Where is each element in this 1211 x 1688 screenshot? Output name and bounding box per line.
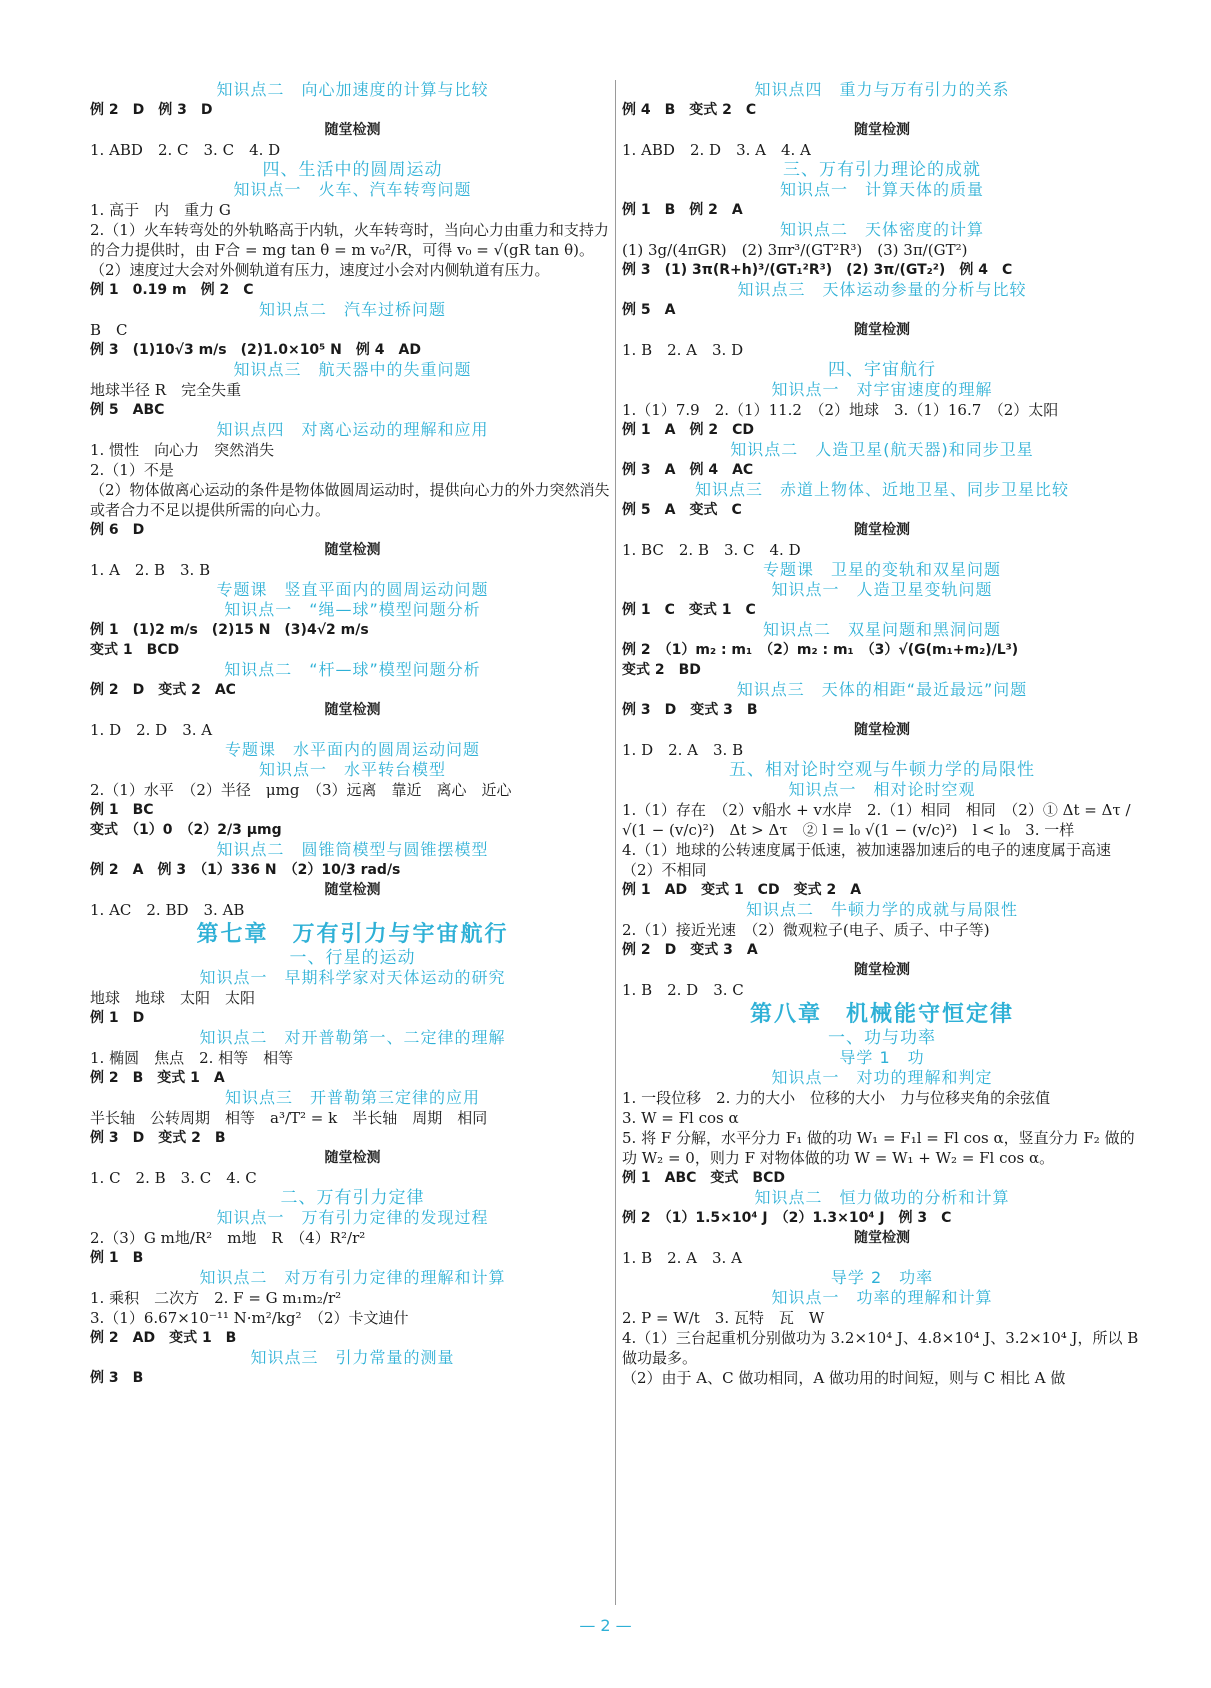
example-answer: 例 1 BC — [90, 802, 154, 818]
knowledge-point-heading: 知识点三 开普勒第三定律的应用 — [224, 1088, 480, 1107]
knowledge-point-heading: 知识点一 早期科学家对天体运动的研究 — [199, 968, 506, 987]
knowledge-point-heading: 知识点二 天体密度的计算 — [779, 220, 984, 239]
answer-line: 1. 乘积 二次方 2. F = G m₁m₂/r² — [90, 1289, 342, 1307]
left-column — [90, 80, 615, 1388]
knowledge-point-heading: 知识点四 对离心运动的理解和应用 — [216, 420, 489, 439]
example-answer: 例 1 C 变式 1 C — [622, 602, 756, 618]
answer-paragraph: 2.（1）火车转弯处的外轨略高于内轨，火车转弯时，当向心力由重力和支持力的合力提供时，由 F合 = mg tan θ = m v₀²/R，可得 v₀ = √(gR tan θ)。（2）速度过大会对外侧轨道有压力，速度过小会对内侧轨道有压力。 — [90, 221, 609, 279]
answer-line: 1. D 2. A 3. B — [622, 741, 744, 759]
knowledge-point-heading: 知识点三 航天器中的失重问题 — [233, 360, 472, 379]
example-answer: 例 3 B — [90, 1370, 144, 1386]
example-answer: 例 3 A 例 4 AC — [622, 462, 754, 478]
quiz-heading: 随堂检测 — [854, 322, 910, 338]
knowledge-point-heading: 知识点一 对宇宙速度的理解 — [771, 380, 993, 399]
knowledge-point-heading: 知识点一 计算天体的质量 — [779, 180, 984, 199]
knowledge-point-heading: 知识点一 火车、汽车转弯问题 — [233, 180, 472, 199]
answer-paragraph: 4.（1）地球的公转速度属于低速，被加速器加速后的电子的速度属于高速 （2）不相同 — [622, 841, 1126, 879]
example-answer: 变式 1 BCD — [90, 642, 180, 658]
example-answer: 例 3 D 变式 3 B — [622, 702, 758, 718]
answer-line: 1. AC 2. BD 3. AB — [90, 901, 245, 919]
knowledge-point-heading: 专题课 水平面内的圆周运动问题 — [224, 740, 480, 759]
knowledge-point-heading: 知识点二 对开普勒第一、二定律的理解 — [199, 1028, 506, 1047]
section-heading: 四、宇宙航行 — [828, 360, 936, 380]
answer-line: B C — [90, 321, 128, 339]
example-answer: 例 2 （1）m₂ : m₁ （2）m₂ : m₁ （3）√(G(m₁+m₂)/L³) — [622, 642, 1019, 658]
knowledge-point-heading: 知识点一 功率的理解和计算 — [771, 1288, 993, 1307]
knowledge-point-heading: 专题课 卫星的变轨和双星问题 — [762, 560, 1001, 579]
example-answer: 例 2 （1）1.5×10⁴ J （2）1.3×10⁴ J 例 3 C — [622, 1210, 952, 1226]
knowledge-point-heading: 知识点二 向心加速度的计算与比较 — [216, 80, 489, 99]
section-heading: 三、万有引力理论的成就 — [783, 160, 981, 180]
example-answer: 例 3 D 变式 2 B — [90, 1130, 226, 1146]
knowledge-point-heading: 知识点二 汽车过桥问题 — [258, 300, 446, 319]
answer-line: 1. A 2. B 3. B — [90, 561, 211, 579]
answer-line: 1. BC 2. B 3. C 4. D — [622, 541, 801, 559]
quiz-heading: 随堂检测 — [324, 542, 381, 558]
answer-line: 半长轴 公转周期 相等 a³/T² = k 半长轴 周期 相同 — [90, 1109, 488, 1127]
quiz-heading: 随堂检测 — [854, 722, 910, 738]
example-answer: 例 4 B 变式 2 C — [622, 102, 757, 118]
section-heading: 二、万有引力定律 — [280, 1188, 425, 1208]
answer-line: 1. 椭圆 焦点 2. 相等 相等 — [90, 1049, 294, 1067]
example-answer: 例 1 ABC 变式 BCD — [622, 1170, 785, 1186]
example-answer: 例 3 (1) 3π(R+h)³/(GT₁²R³) (2) 3π/(GT₂²) 例 4 C — [622, 262, 1013, 278]
quiz-heading: 随堂检测 — [324, 1150, 381, 1166]
quiz-heading: 随堂检测 — [854, 522, 910, 538]
answer-paragraph: 1.（1）存在 （2）v船水 + v水岸 2.（1）相同 相同 （2）① Δt = Δτ / √(1 − (v/c)²) Δt > Δτ ② l = l₀ √(1 − (v/c)²) l < l₀ 3. 一样 — [622, 801, 1131, 839]
example-answer: 例 2 AD 变式 1 B — [90, 1330, 237, 1346]
knowledge-point-heading: 专题课 竖直平面内的圆周运动问题 — [216, 580, 489, 599]
answer-line: 1. D 2. D 3. A — [90, 721, 213, 739]
knowledge-point-heading: 知识点二 牛顿力学的成就与局限性 — [745, 900, 1018, 919]
knowledge-point-heading: 知识点一 相对论时空观 — [788, 780, 976, 799]
column-divider — [615, 80, 616, 1605]
quiz-heading: 随堂检测 — [854, 1230, 910, 1246]
quiz-heading: 随堂检测 — [324, 122, 381, 138]
section-heading: 五、相对论时空观与牛顿力学的局限性 — [729, 760, 1035, 780]
example-answer: 例 2 D 变式 2 AC — [90, 682, 236, 698]
answer-line: 地球 地球 太阳 太阳 — [90, 989, 256, 1007]
knowledge-point-heading: 导学 2 功率 — [830, 1268, 934, 1287]
knowledge-point-heading: 知识点三 天体运动参量的分析与比较 — [737, 280, 1027, 299]
answer-line: 1. 惯性 向心力 突然消失 — [90, 441, 275, 459]
example-answer: 例 5 ABC — [90, 402, 165, 418]
answer-line: 3. W = Fl cos α — [622, 1109, 739, 1127]
quiz-heading: 随堂检测 — [854, 962, 910, 978]
answer-line: 1. C 2. B 3. C 4. C — [90, 1169, 257, 1187]
knowledge-point-heading: 知识点二 “杆—球”模型问题分析 — [224, 660, 481, 679]
example-answer: 例 1 AD 变式 1 CD 变式 2 A — [622, 882, 862, 898]
quiz-heading: 随堂检测 — [854, 122, 910, 138]
answer-line: 1.（1）7.9 2.（1）11.2 （2）地球 3.（1）16.7 （2）太阳 — [622, 401, 1059, 419]
answer-line: 1. ABD 2. D 3. A 4. A — [622, 141, 811, 159]
example-answer: 例 1 0.19 m 例 2 C — [90, 282, 254, 298]
answer-paragraph: 5. 将 F 分解，水平分力 F₁ 做的功 W₁ = F₁l = Fl cos α，竖直分力 F₂ 做的功 W₂ = 0，则力 F 对物体做的功 W = W₁ + W₂ = Fl cos α。 — [622, 1129, 1135, 1167]
example-answer: 例 5 A — [622, 302, 676, 318]
example-answer: 例 2 A 例 3 （1）336 N （2）10/3 rad/s — [90, 862, 401, 878]
answer-line: 地球半径 R 完全失重 — [90, 381, 242, 399]
answer-line: 1. B 2. A 3. A — [622, 1249, 742, 1267]
answer-paragraph: （2）物体做离心运动的条件是物体做圆周运动时，提供向心力的外力突然消失或者合力不足以提供所需的向心力。 — [90, 481, 610, 519]
answer-line: 1. B 2. A 3. D — [622, 341, 744, 359]
page-number: — 2 — — [579, 1616, 632, 1635]
knowledge-point-heading: 知识点二 圆锥筒模型与圆锥摆模型 — [216, 840, 489, 859]
knowledge-point-heading: 知识点一 水平转台模型 — [258, 760, 446, 779]
answer-line: (1) 3g/(4πGR) (2) 3πr³/(GT²R³) (3) 3π/(GT²) — [622, 241, 968, 259]
example-answer: 例 2 D 变式 3 A — [622, 942, 758, 958]
answer-paragraph: （2）由于 A、C 做功相同，A 做功用的时间短，则与 C 相比 A 做 — [622, 1369, 1066, 1387]
chapter-heading: 第七章 万有引力与宇宙航行 — [196, 921, 509, 947]
section-heading: 一、功与功率 — [828, 1028, 936, 1048]
knowledge-point-heading: 知识点一 “绳—球”模型问题分析 — [224, 600, 481, 619]
knowledge-point-heading: 知识点二 人造卫星(航天器)和同步卫星 — [730, 440, 1034, 459]
knowledge-point-heading: 知识点一 人造卫星变轨问题 — [771, 580, 993, 599]
right-column — [622, 80, 1142, 1388]
section-heading: 四、生活中的圆周运动 — [262, 160, 443, 180]
knowledge-point-heading: 知识点三 赤道上物体、近地卫星、同步卫星比较 — [694, 480, 1069, 499]
answer-line: 1. 一段位移 2. 力的大小 位移的大小 力与位移夹角的余弦值 — [622, 1089, 1051, 1107]
chapter-heading: 第八章 机械能守恒定律 — [749, 1001, 1014, 1027]
answer-line: 1. 高于 内 重力 G — [90, 201, 231, 219]
example-answer: 例 1 B 例 2 A — [622, 202, 743, 218]
answer-line: 1. ABD 2. C 3. C 4. D — [90, 141, 281, 159]
example-answer: 例 1 D — [90, 1010, 145, 1026]
knowledge-point-heading: 知识点二 双星问题和黑洞问题 — [762, 620, 1001, 639]
answer-line: 2.（3）G m地/R² m地 R （4）R²/r² — [90, 1229, 366, 1247]
quiz-heading: 随堂检测 — [324, 882, 381, 898]
example-answer: 例 3 (1)10√3 m/s (2)1.0×10⁵ N 例 4 AD — [90, 342, 421, 358]
example-answer: 例 5 A 变式 C — [622, 502, 742, 518]
section-heading: 一、行星的运动 — [289, 948, 416, 968]
example-answer: 例 1 (1)2 m/s (2)15 N (3)4√2 m/s — [90, 622, 369, 638]
answer-line: 2.（1）水平 （2）半径 μmg （3）远离 靠近 离心 近心 — [90, 781, 512, 799]
example-answer: 变式 2 BD — [622, 662, 701, 678]
answer-line: 3.（1）6.67×10⁻¹¹ N·m²/kg² （2）卡文迪什 — [90, 1309, 409, 1327]
quiz-heading: 随堂检测 — [324, 702, 381, 718]
example-answer: 例 1 A 例 2 CD — [622, 422, 754, 438]
answer-line: 1. B 2. D 3. C — [622, 981, 744, 999]
knowledge-point-heading: 导学 1 功 — [839, 1048, 925, 1067]
example-answer: 变式 （1）0 （2）2/3 μmg — [90, 822, 282, 838]
knowledge-point-heading: 知识点三 天体的相距“最近最远”问题 — [736, 680, 1028, 699]
example-answer: 例 6 D — [90, 522, 145, 538]
knowledge-point-heading: 知识点二 恒力做功的分析和计算 — [754, 1188, 1010, 1207]
answer-line: 2.（1）接近光速 （2）微观粒子(电子、质子、中子等) — [622, 921, 990, 939]
example-answer: 例 1 B — [90, 1250, 144, 1266]
knowledge-point-heading: 知识点三 引力常量的测量 — [250, 1348, 455, 1367]
example-answer: 例 2 D 例 3 D — [90, 102, 213, 118]
answer-line: 2.（1）不是 — [90, 461, 174, 479]
knowledge-point-heading: 知识点一 对功的理解和判定 — [771, 1068, 993, 1087]
example-answer: 例 2 B 变式 1 A — [90, 1070, 225, 1086]
knowledge-point-heading: 知识点二 对万有引力定律的理解和计算 — [199, 1268, 506, 1287]
knowledge-point-heading: 知识点一 万有引力定律的发现过程 — [216, 1208, 489, 1227]
knowledge-point-heading: 知识点四 重力与万有引力的关系 — [754, 80, 1010, 99]
answer-line: 2. P = W/t 3. 瓦特 瓦 W — [622, 1309, 825, 1327]
answer-paragraph: 4.（1）三台起重机分别做功为 3.2×10⁴ J、4.8×10⁴ J、3.2×10⁴ J，所以 B 做功最多。 — [622, 1329, 1139, 1367]
